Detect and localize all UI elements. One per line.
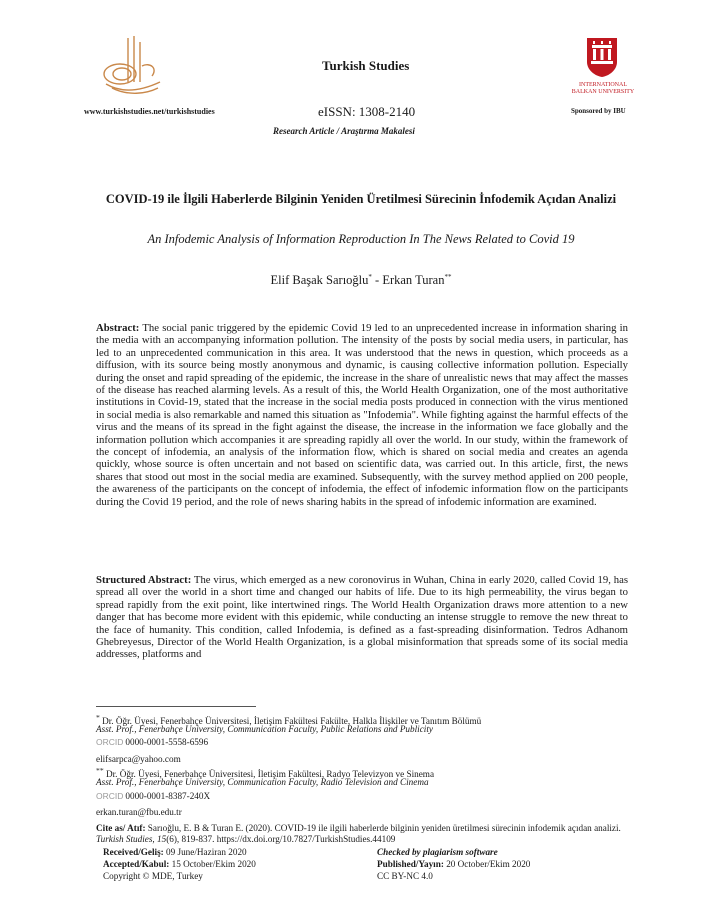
received-date: Received/Geliş: 09 June/Haziran 2020 [103, 847, 247, 857]
citation-doi[interactable]: (6), 819-837. https://dx.doi.org/10.7827/TurkishStudies.44109 [166, 834, 396, 845]
title-turkish: COVID-19 ile İlgili Haberlerde Bilginin Yeniden Üretilmesi Sürecinin İnfodemik Açıdan Analizi [105, 192, 617, 206]
plagiarism-check: Checked by plagiarism software [377, 847, 498, 857]
footnote-1-email[interactable]: elifsarpca@yahoo.com [96, 754, 181, 764]
tughra-logo-icon [98, 32, 164, 98]
sponsored-by: Sponsored by IBU [571, 107, 626, 115]
author-2: Erkan Turan [382, 273, 445, 288]
orcid-icon: ORCID [96, 737, 124, 747]
title-english: An Infodemic Analysis of Information Reproduction In The News Related to Covid 19 [147, 232, 575, 246]
published-date: Published/Yayın: 20 October/Ekim 2020 [377, 859, 531, 869]
footnote-1-english: Asst. Prof., Fenerbahçe University, Communication Faculty, Public Relations and Publicity [96, 724, 433, 734]
abstract-text: The social panic triggered by the epidemic Covid 19 led to an unprecedented increase in information sharing in the media with an accompanying information pollution. The intensity of the posts by social media users, in particular, has led to an unprecedented communication in this area. It was understood that the news in question, which proceeds as a diffusion, with its source being mostly anonymous and dynamic, is causing collective information pollution. Especially during the onset and rapid spreading of the epidemic, the increase in the share of unrealistic news that may affect the masses of the disease has reached alarming levels. As a result of this, the World Health Organization, one of the most authoritative institutions in Covid-19, stated that the increase in the social media posts produced in connection with the virus mentioned in social media is also remarkable and named this situation as "Infodemia". While fighting against the harmful effects of the virus and the means of its spread in the fight against the disease, the increase in the information we face globally and the information pollution which accompanies it are spreading rapidly all over the world. In our study, within the framework of the concept of infodemia, an analysis of the information flow, which is shared on social media and creates an agenda quickly, whose source is often uncertain and not based on scientific data, was carried out. In this article, first, the news shares that stood out most in the social media are examined. Subsequently, with the survey method applied on 200 people, the awareness of the participants on the concept of infodemia, the effect of infodemic information flow on the participants during the Covid 19 period, and the role of news sharing habits in the spread of infodemic information are examined. [96, 322, 628, 508]
accepted-date: Accepted/Kabul: 15 October/Ekim 2020 [103, 859, 256, 869]
footnote-divider [96, 706, 256, 707]
citation-label: Cite as/ Atıf: [96, 823, 146, 833]
journal-title: Turkish Studies [322, 58, 410, 73]
footnote-1-orcid[interactable]: ORCID 0000-0001-5558-6596 [96, 737, 209, 747]
ibu-crest-icon [585, 36, 619, 78]
footnote-2-english: Asst. Prof., Fenerbahçe University, Communication Faculty, Radio Television and Cinema [96, 777, 429, 787]
article-type: Research Article / Araştırma Makalesi [273, 126, 415, 136]
structured-abstract-text: The virus, which emerged as a new coronovirus in Wuhan, China in early 2020, called Covid 19, has spread all over the world in a short time and changed our habits of life. Due to its high permeability, the virus began to spread rapidly from the exit point, like intertwined rings. The World Health Organization draws more attention to a new danger that has become more evident with this epidemic, while conducting an intense struggle to remove the new threat to the face of humanity. This condition, called Infodemia, is defined as a fast-spreading disinformation. Tedros Adhanom Ghebreyesus, Director of the World Health Organization, is a global misinformation that spreads some of its social media addresses, platforms and [96, 574, 628, 661]
structured-abstract-label: Structured Abstract: [96, 574, 192, 586]
author-separator: - [371, 273, 383, 288]
license[interactable]: CC BY-NC 4.0 [377, 871, 433, 881]
abstract-label: Abstract: [96, 322, 140, 334]
copyright: Copyright © MDE, Turkey [103, 871, 203, 881]
citation: Cite as/ Atıf: Sarıoğlu, E. B & Turan E. (2020). COVID-19 ile ilgili haberlerde bilginin yeniden üretilmesi sürecinin infodemik açıdan analizi. Turkish Studies, 15(6), 819-837. https://dx.doi.org/10.7827/TurkishStudies.44109 [96, 823, 621, 845]
ibu-name: INTERNATIONAL BALKAN UNIVERSITY [571, 82, 635, 95]
orcid-icon: ORCID [96, 791, 124, 801]
issn: eISSN: 1308-2140 [318, 104, 416, 119]
authors [96, 273, 626, 288]
footnote-1-affiliation: * Dr. Öğr. Üyesi, Fenerbahçe Üniversitesi, İletişim Fakültesi Fakülte, Halkla İlişkiler ve Tanıtım Bölümü [96, 713, 482, 727]
author-1-mark: * [368, 273, 372, 281]
journal-website-url[interactable]: www.turkishstudies.net/turkishstudies [84, 107, 215, 116]
author-2-mark: ** [444, 273, 452, 281]
footnote-2-email[interactable]: erkan.turan@fbu.edu.tr [96, 807, 182, 817]
author-1: Elif Başak Sarıoğlu [270, 273, 369, 288]
footnote-2-orcid[interactable]: ORCID 0000-0001-8387-240X [96, 791, 211, 801]
abstract [96, 322, 628, 508]
footnote-2-affiliation: ** Dr. Öğr. Üyesi, Fenerbahçe Üniversitesi, İletişim Fakültesi, Radyo Televizyon ve Sinema [96, 766, 435, 780]
structured-abstract [96, 574, 628, 661]
